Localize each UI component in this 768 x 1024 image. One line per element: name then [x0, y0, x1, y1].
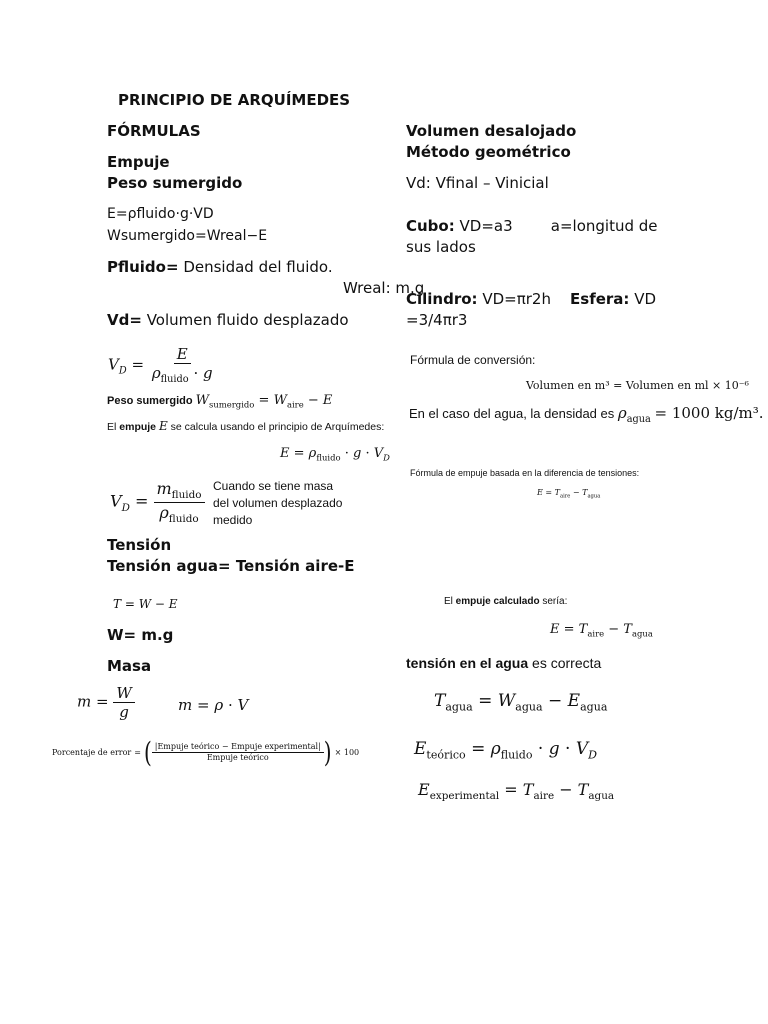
empuje-calc-post: sería: — [539, 596, 568, 607]
metodo-heading: Método geométrico — [406, 143, 571, 161]
masa-heading: Masa — [107, 657, 152, 675]
peso-sumergido-label: Peso sumergido — [107, 395, 193, 407]
tensiones-heading: Fórmula de empuje basada en la diferencia de tensiones: — [410, 468, 640, 478]
vd-definition: Vd: Vfinal – Vinicial — [406, 174, 549, 192]
tension-agua-heading: Tensión agua= Tensión aire-E — [107, 557, 355, 575]
conversion-formula: Volumen en m³ = Volumen en ml × 10⁻⁶ — [526, 379, 749, 392]
e-teorico-formula: $E_{teórico} = \rho_{fluido} \cdot g \cdot V_D$ — [414, 739, 597, 762]
cilindro-esfera-line — [406, 289, 676, 331]
error-label: Porcentaje de error — [52, 747, 132, 757]
t-agua-formula: $T_{agua} = W_{agua} - E_{agua}$ — [434, 691, 608, 714]
formulas-heading: FÓRMULAS — [107, 122, 201, 140]
cilindro-label: Cilindro: — [406, 290, 478, 308]
t-formula: T = W − E — [113, 597, 178, 611]
wreal-line: Wreal: m.g — [343, 279, 425, 297]
masa-note: Cuando se tiene masa del volumen desplazado medido — [213, 479, 343, 527]
cubo-label: Cubo: — [406, 217, 455, 235]
vd-text: Volumen fluido desplazado — [141, 311, 349, 329]
agua-value: = 1000 kg/m³. — [654, 404, 764, 422]
tension-correcta-post: es correcta — [528, 655, 602, 671]
tension-correcta-bold: tensión en el agua — [406, 655, 529, 671]
tension-correcta-line — [406, 655, 601, 671]
m-w-g-formula: m = $\frac{W}{g}$ — [77, 684, 135, 721]
pfluido-label: Pfluido= — [107, 258, 179, 276]
empuje-calculado-line — [444, 596, 567, 607]
agua-density-line: En el caso del agua, la densidad es $\rho_{agua} = 1000$ kg/m³. — [409, 404, 764, 425]
e-experimental-formula: $E_{experimental} = T_{aire} - T_{agua}$ — [418, 780, 615, 803]
error-factor: × 100 — [334, 747, 360, 757]
empuje-heading: Empuje — [107, 153, 170, 171]
volumen-heading: Volumen desalojado — [406, 122, 577, 140]
page-title: PRINCIPIO DE ARQUÍMEDES — [118, 91, 351, 109]
cubo-text: VD=a3 a=longitud de sus lados — [406, 217, 663, 256]
vd-line — [107, 311, 349, 329]
empuje-calc-pre: El — [444, 596, 456, 607]
cubo-line — [406, 216, 676, 258]
conversion-heading: Fórmula de conversión: — [410, 353, 536, 367]
peso-sumergido-heading: Peso sumergido — [107, 174, 243, 192]
agua-sentence: En el caso del agua, la densidad es — [409, 406, 618, 421]
empuje-sentence-post: se calcula usando el principio de Arquímedes: — [167, 421, 385, 433]
tensiones-formula: $E = T_{aire} - T_{agua}$ — [537, 488, 601, 500]
esfera-label: Esfera: — [570, 290, 630, 308]
error-denominator: Empuje teórico — [206, 752, 269, 762]
vd-masa-formula: $V_D$ = $\frac{m_{fluido}}{\rho_{fluido}}$ — [110, 479, 205, 525]
formula-empuje: E=ρfluido·g·VD — [107, 206, 214, 222]
cilindro-text: VD=πr2h — [477, 290, 571, 308]
empuje-calc-bold: empuje calculado — [455, 596, 540, 607]
empuje-formula: $E = \rho_{fluido} \cdot g \cdot V_D$ — [280, 446, 390, 463]
vd-label: Vd= — [107, 311, 142, 329]
esfera-text: VD =3/4πr3 — [406, 290, 657, 329]
empuje-sentence-pre: El — [107, 421, 120, 433]
empuje-sentence: El empuje E se calcula usando el principio de Arquímedes: — [107, 419, 385, 433]
w-heading: W= m.g — [107, 626, 174, 644]
m-rho-v-formula: m = ρ · V — [178, 696, 249, 714]
pfluido-text: Densidad del fluido. — [178, 258, 333, 276]
error-numerator: |Empuje teórico − Empuje experimental| — [152, 742, 324, 753]
formula-peso-sumergido: Wsumergido=Wreal−E — [107, 228, 268, 244]
pfluido-line — [107, 258, 333, 276]
vd-fraction-formula: $V_D$ = $\frac{E}{\rho_{fluido} \cdot g}$ — [108, 345, 213, 385]
empuje-calculado-formula: $E = T_{aire} - T_{agua}$ — [550, 622, 653, 639]
tension-heading: Tensión — [107, 536, 172, 554]
empuje-sentence-bold: empuje — [119, 421, 157, 433]
error-formula: Porcentaje de error = ( $\frac{\text{|Empuje teórico − Empuje experimental|}}{\text{Empuje teórico}}$ ) × 100 — [52, 735, 360, 769]
peso-sumergido-formula: Peso sumergido $W_{sumergido} = W_{aire} - E$ — [107, 393, 333, 410]
